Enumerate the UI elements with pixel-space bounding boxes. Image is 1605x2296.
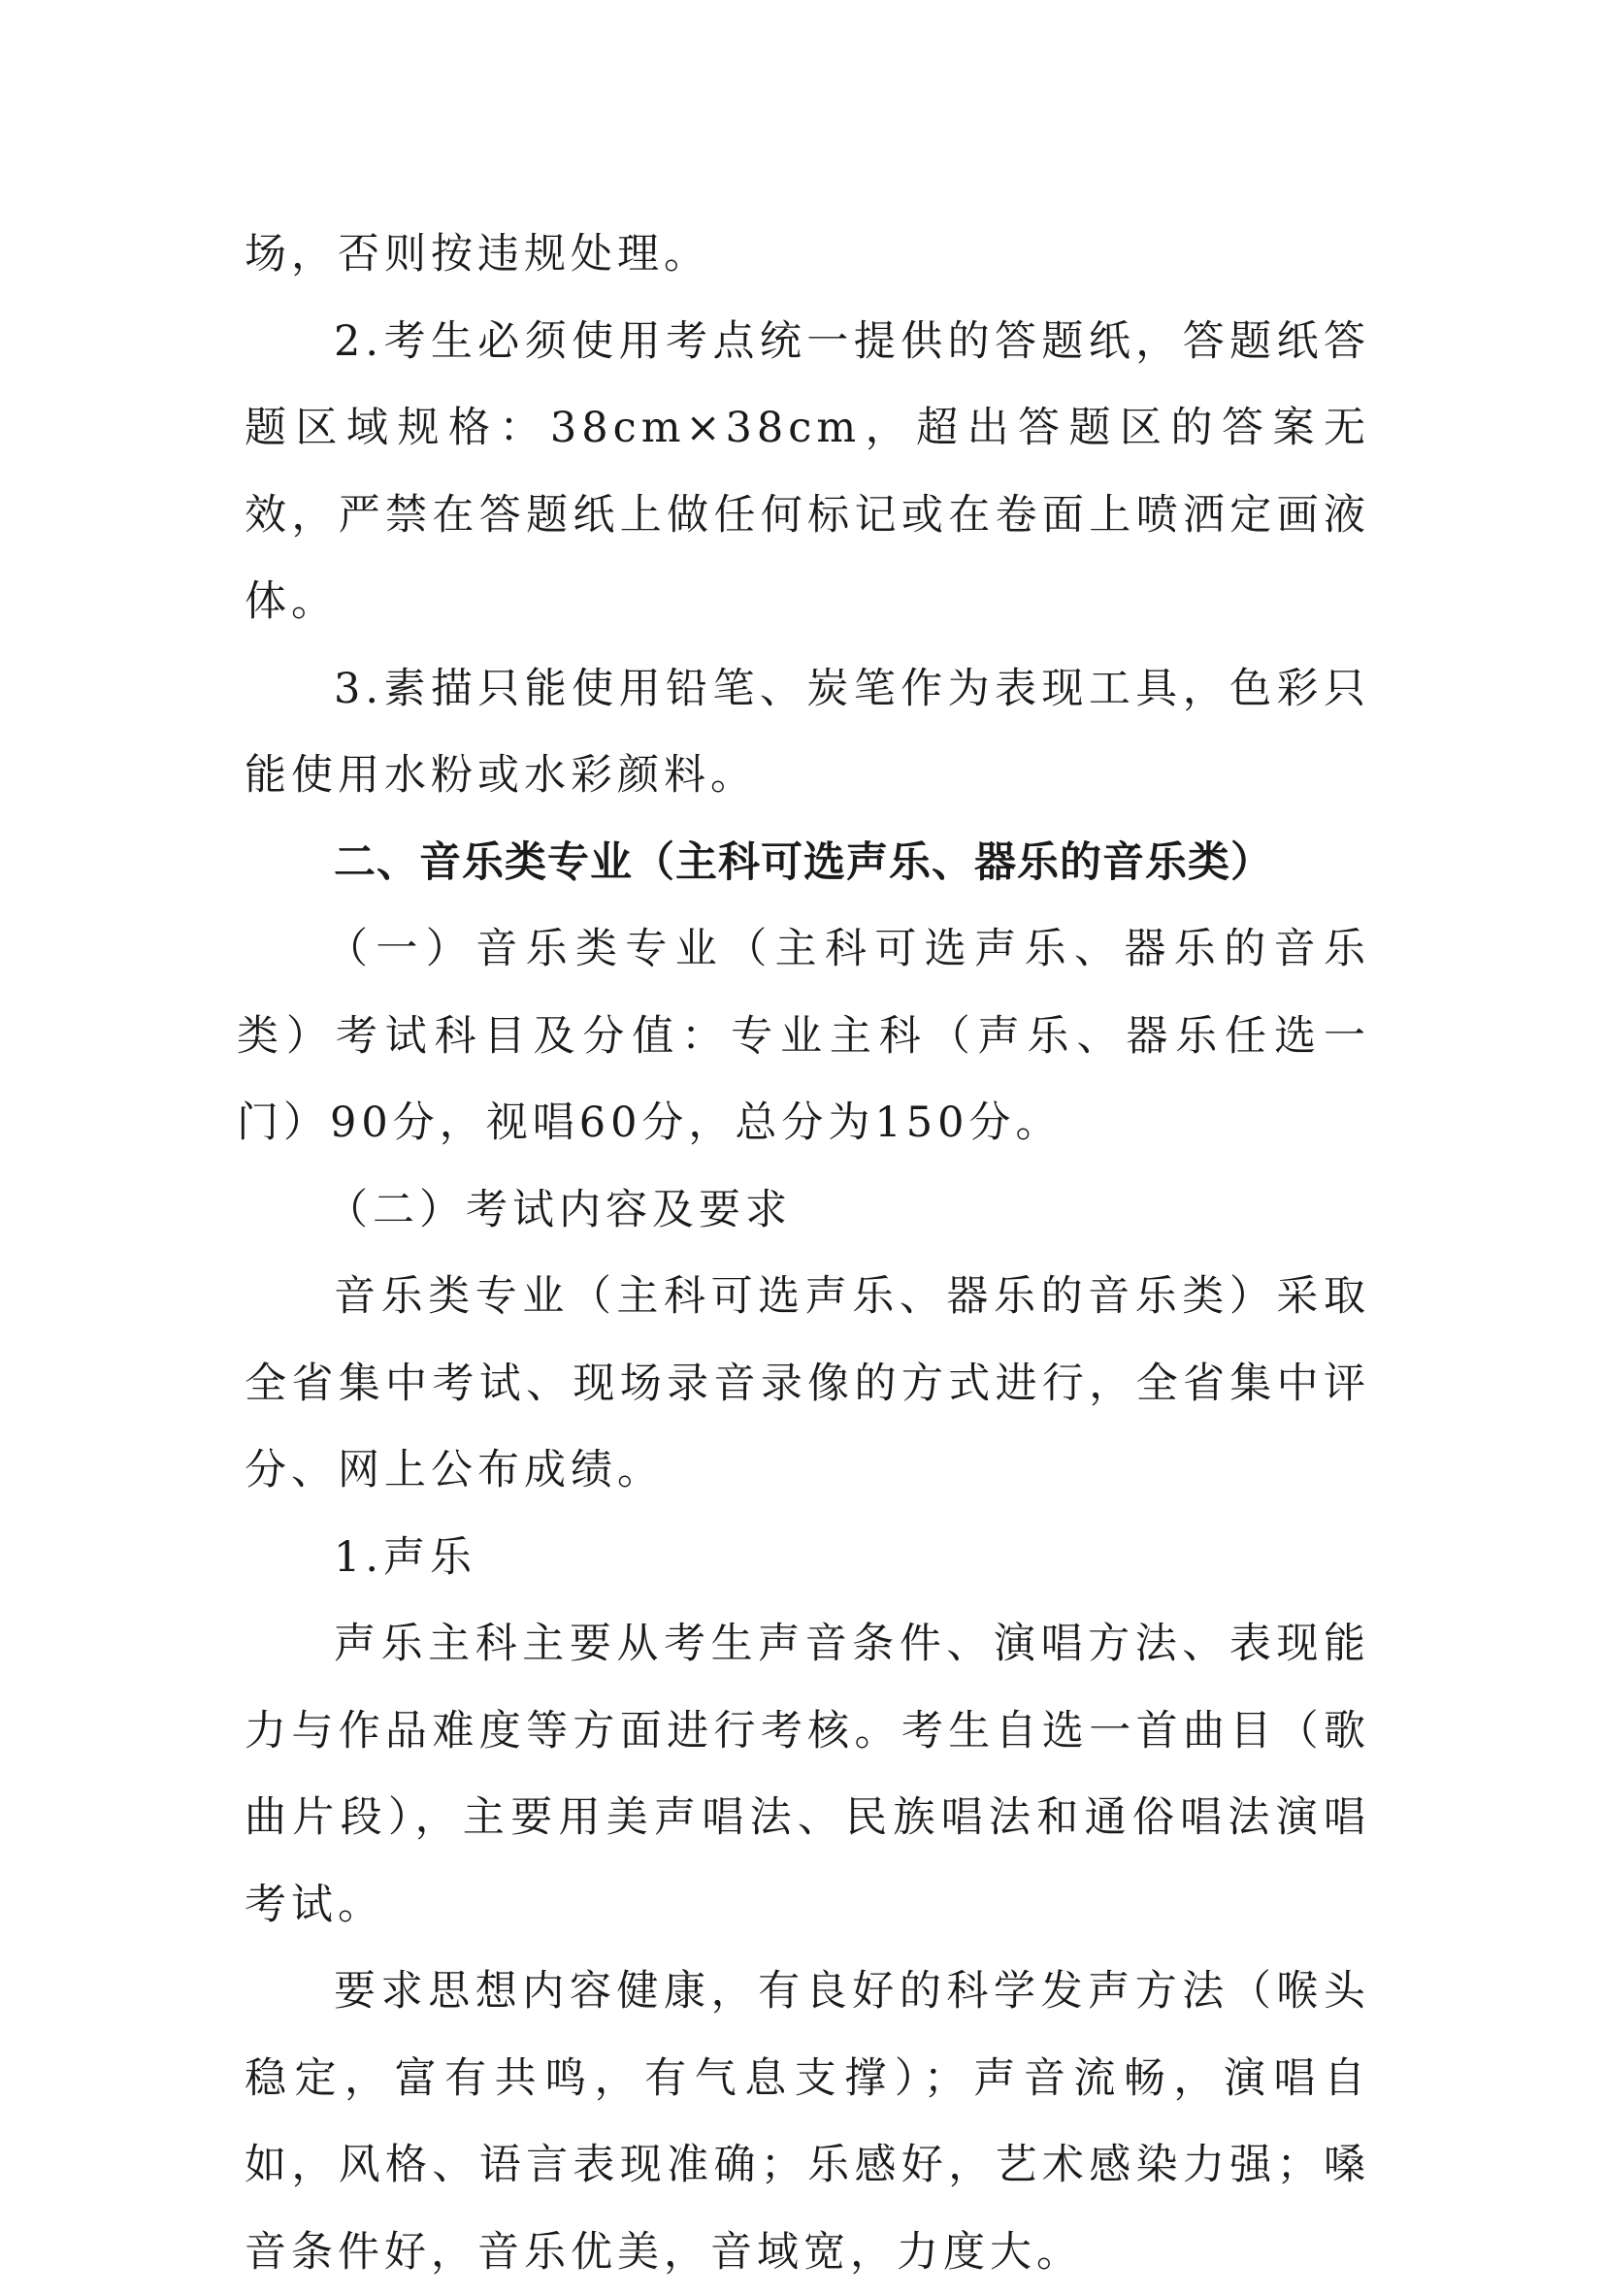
paragraph-exam-method: 音乐类专业（主科可选声乐、器乐的音乐类）采取全省集中考试、现场录音录像的方式进行，全省集中评分、网上公布成绩。 (245, 1272, 1370, 1494)
subsection-heading-content: （二）考试内容及要求 (326, 1185, 792, 1234)
paragraph-continuation: 场，否则按违规处理。 (245, 230, 710, 279)
item-heading-vocal: 1.声乐 (334, 1532, 477, 1582)
paragraph-vocal-assessment: 声乐主科主要从考生声音条件、演唱方法、表现能力与作品难度等方面进行考核。考生自选一首曲目（歌曲片段），主要用美声唱法、民族唱法和通俗唱法演唱考试。 (245, 1620, 1370, 1929)
document-page (237, 212, 1370, 2296)
paragraph-vocal-requirements: 要求思想内容健康，有良好的科学发声方法（喉头稳定，富有共鸣，有气息支撑）；声音流畅，演唱自如，风格、语言表现准确；乐感好，艺术感染力强；嗓音条件好，音乐优美，音域宽，力度大。 (245, 1967, 1370, 2277)
paragraph-rule-3: 3.素描只能使用铅笔、炭笔作为表现工具，色彩只能使用水粉或水彩颜料。 (245, 664, 1370, 800)
paragraph-rule-2: 2.考生必须使用考点统一提供的答题纸，答题纸答题区域规格：38cm×38cm，超出答题区的答案无效，严禁在答题纸上做任何标记或在卷面上喷洒定画液体。 (245, 316, 1370, 626)
subsection-subjects-scores: （一）音乐类专业（主科可选声乐、器乐的音乐类）考试科目及分值：专业主科（声乐、器乐任选一门）90分，视唱60分，总分为150分。 (237, 925, 1370, 1147)
section-heading-music: 二、音乐类专业（主科可选声乐、器乐的音乐类） (334, 837, 1273, 887)
